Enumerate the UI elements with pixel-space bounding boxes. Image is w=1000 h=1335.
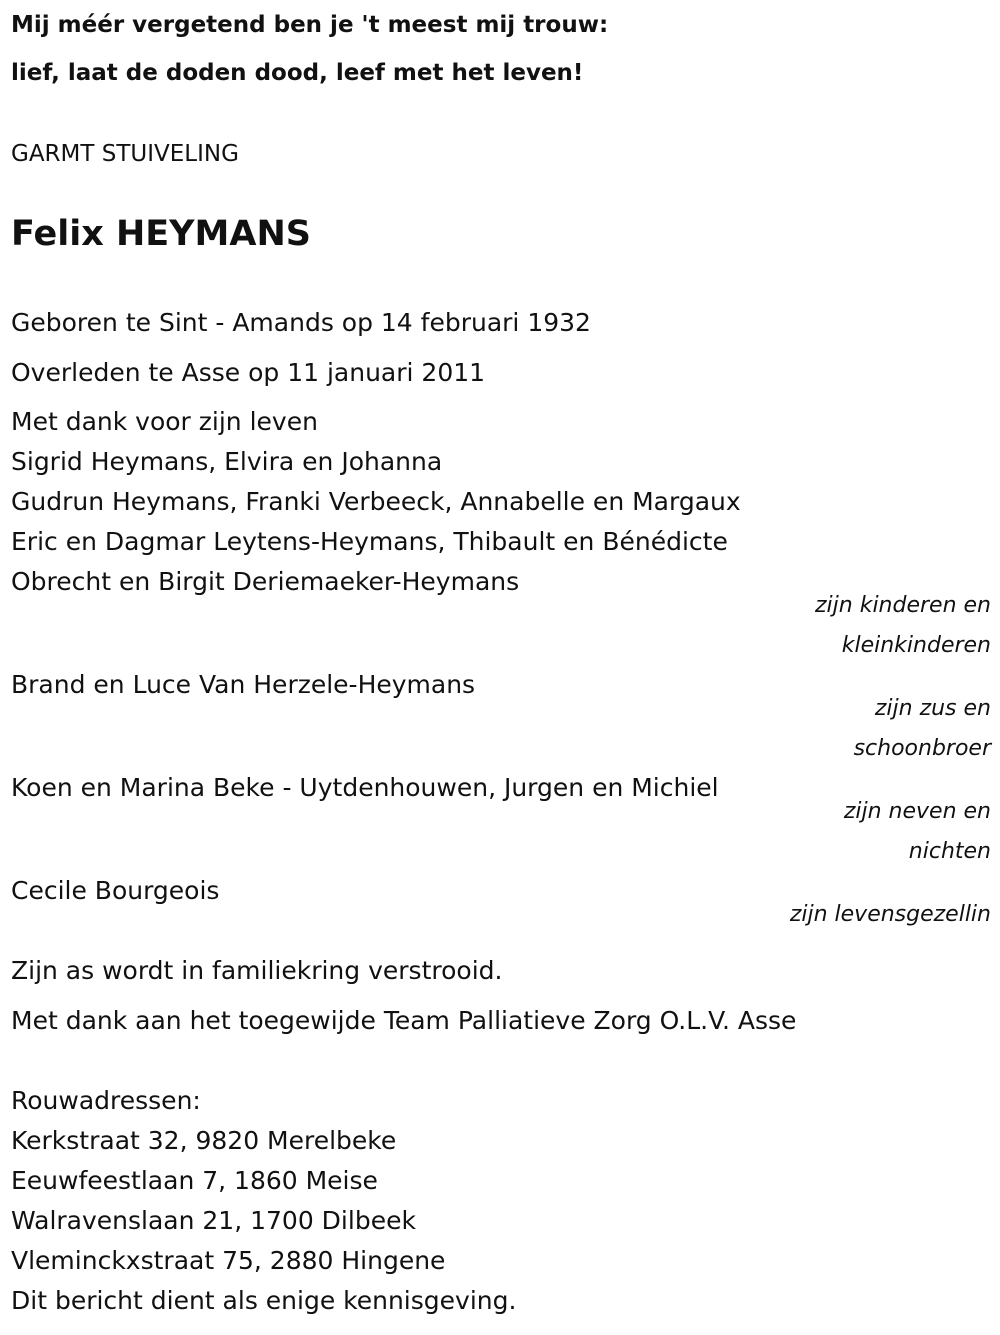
address-line: Eeuwfeestlaan 7, 1860 Meise bbox=[11, 1166, 378, 1195]
quote-line-2: lief, laat de doden dood, leef met het leven! bbox=[11, 60, 584, 86]
relation-line: zijn zus en bbox=[874, 696, 991, 721]
sister-line: Brand en Luce Van Herzele-Heymans bbox=[11, 670, 476, 699]
quote-author: GARMT STUIVELING bbox=[11, 141, 239, 167]
relation-line: zijn levensgezellin bbox=[789, 902, 991, 927]
children-relation bbox=[815, 586, 991, 666]
ashes-note: Zijn as wordt in familiekring verstrooid. bbox=[11, 956, 503, 985]
child-line: Eric en Dagmar Leytens-Heymans, Thibault en Bénédicte bbox=[11, 527, 728, 556]
nephews-line: Koen en Marina Beke - Uytdenhouwen, Jurgen en Michiel bbox=[11, 773, 719, 802]
address-line: Walravenslaan 21, 1700 Dilbeek bbox=[11, 1206, 416, 1235]
address-line: Vleminckxstraat 75, 2880 Hingene bbox=[11, 1246, 446, 1275]
partner-line: Cecile Bourgeois bbox=[11, 876, 220, 905]
family-intro: Met dank voor zijn leven bbox=[11, 407, 318, 436]
quote-line-1: Mij méér vergetend ben je 't meest mij trouw: bbox=[11, 12, 609, 38]
child-line: Obrecht en Birgit Deriemaeker-Heymans bbox=[11, 567, 520, 596]
death-line: Overleden te Asse op 11 januari 2011 bbox=[11, 358, 486, 387]
relation-line: zijn neven en bbox=[843, 799, 991, 824]
partner-relation bbox=[790, 895, 991, 935]
sister-relation bbox=[854, 689, 991, 769]
closing-line: Dit bericht dient als enige kennisgeving. bbox=[11, 1286, 517, 1315]
child-line: Sigrid Heymans, Elvira en Johanna bbox=[11, 447, 443, 476]
addresses-heading: Rouwadressen: bbox=[11, 1086, 201, 1115]
deceased-name: Felix HEYMANS bbox=[11, 214, 311, 254]
child-line: Gudrun Heymans, Franki Verbeeck, Annabelle en Margaux bbox=[11, 487, 741, 516]
birth-line: Geboren te Sint - Amands op 14 februari 1932 bbox=[11, 308, 591, 337]
relation-line: nichten bbox=[908, 839, 991, 864]
thanks-note: Met dank aan het toegewijde Team Palliatieve Zorg O.L.V. Asse bbox=[11, 1006, 797, 1035]
address-line: Kerkstraat 32, 9820 Merelbeke bbox=[11, 1126, 397, 1155]
relation-line: kleinkinderen bbox=[841, 633, 991, 658]
relation-line: schoonbroer bbox=[853, 736, 991, 761]
relation-line: zijn kinderen en bbox=[815, 593, 991, 618]
nephews-relation bbox=[844, 792, 991, 872]
